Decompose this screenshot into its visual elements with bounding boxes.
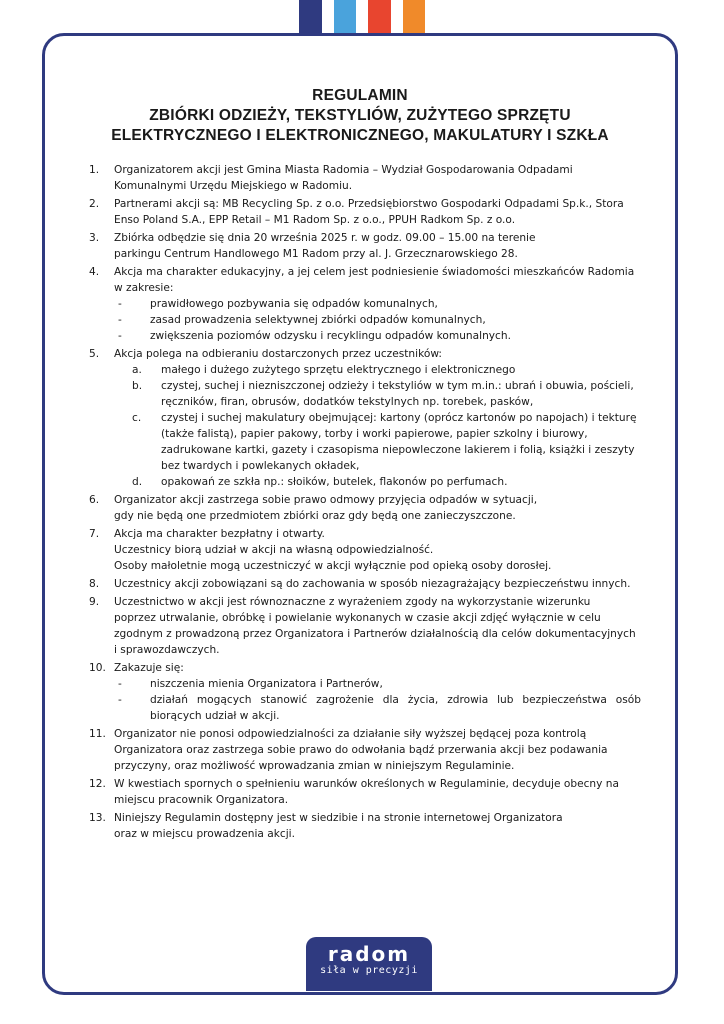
list-item-text bbox=[114, 660, 641, 676]
text-line: Organizatorem akcji jest Gmina Miasta Radomia – Wydział Gospodarowania Odpadami bbox=[114, 164, 573, 176]
text-line: Akcja polega na odbieraniu dostarczonych przez uczestników: bbox=[114, 348, 442, 360]
list-item bbox=[89, 526, 641, 574]
list-item-text bbox=[114, 594, 641, 658]
list-item-number: 5. bbox=[89, 348, 100, 360]
dash-marker: - bbox=[118, 678, 122, 690]
text-line: Enso Poland S.A., EPP Retail – M1 Radom Sp. z o.o., PPUH Radkom Sp. z o.o. bbox=[114, 214, 516, 226]
list-item bbox=[89, 810, 641, 842]
letter-marker: b. bbox=[132, 380, 143, 392]
text-line: gdy nie będą one przedmiotem zbiórki oraz gdy będą one zanieczyszczone. bbox=[114, 510, 516, 522]
list-item bbox=[89, 726, 641, 774]
text-line: Akcja ma charakter bezpłatny i otwarty. bbox=[114, 528, 325, 540]
list-item-number: 9. bbox=[89, 596, 100, 608]
list-item-number: 1. bbox=[89, 164, 100, 176]
text-line: małego i dużego zużytego sprzętu elektrycznego i elektronicznego bbox=[161, 364, 516, 376]
text-line: zgodnym z prowadzoną przez Organizatora i Partnerów działalnością dla celów dokumentacyjnych bbox=[114, 628, 636, 640]
list-item-text bbox=[114, 576, 641, 592]
text-line: Osoby małoletnie mogą uczestniczyć w akcji wyłącznie pod opieką osoby dorosłej. bbox=[114, 560, 552, 572]
text-line: poprzez utrwalanie, obróbkę i powielanie wykonanych w czasie akcji zdjęć wyłącznie w celu bbox=[114, 612, 601, 624]
list-item-text bbox=[114, 492, 641, 524]
text-line: zadrukowane kartki, gazety i czasopisma niepowleczone lakierem i folią, książki i zeszyty bbox=[161, 444, 635, 456]
list-item-text bbox=[114, 264, 641, 296]
list-item-number: 12. bbox=[89, 778, 106, 790]
list-item-text bbox=[114, 526, 641, 574]
dash-marker: - bbox=[118, 694, 122, 706]
text-line: Zakazuje się: bbox=[114, 662, 184, 674]
dash-item-text: niszczenia mienia Organizatora i Partnerów, bbox=[150, 678, 383, 690]
text-line: Organizator nie ponosi odpowiedzialności za działanie siły wyższej będącej poza kontrolą bbox=[114, 728, 587, 740]
dash-item bbox=[114, 692, 641, 724]
title-line-3: ELEKTRYCZNEGO I ELEKTRONICZNEGO, MAKULATURY I SZKŁA bbox=[111, 127, 609, 144]
list-item bbox=[89, 776, 641, 808]
list-item bbox=[89, 162, 641, 194]
list-item-number: 6. bbox=[89, 494, 100, 506]
dash-item-text: zasad prowadzenia selektywnej zbiórki odpadów komunalnych, bbox=[150, 314, 486, 326]
radom-logo bbox=[306, 937, 432, 991]
list-item bbox=[89, 230, 641, 262]
list-item-number: 8. bbox=[89, 578, 100, 590]
text-line: Komunalnymi Urzędu Miejskiego w Radomiu. bbox=[114, 180, 353, 192]
list-item-number: 10. bbox=[89, 662, 106, 674]
list-item bbox=[89, 660, 641, 724]
list-item-number: 11. bbox=[89, 728, 106, 740]
list-item-number: 3. bbox=[89, 232, 100, 244]
text-line: przyczyny, oraz możliwość wprowadzania zmian w niniejszym Regulaminie. bbox=[114, 760, 515, 772]
list-item-number: 13. bbox=[89, 812, 106, 824]
text-line: czystej, suchej i niezniszczonej odzieży i tekstyliów w tym m.in.: ubrań i obuwia, pościeli, bbox=[161, 380, 634, 392]
text-line: i sprawozdawczych. bbox=[114, 644, 220, 656]
list-item-text bbox=[114, 346, 641, 362]
dash-item bbox=[114, 328, 641, 344]
letter-marker: a. bbox=[132, 364, 142, 376]
list-item bbox=[89, 264, 641, 344]
list-item-number: 7. bbox=[89, 528, 100, 540]
dash-marker: - bbox=[118, 298, 122, 310]
text-line: Uczestnicy biorą udział w akcji na własną odpowiedzialność. bbox=[114, 544, 434, 556]
dash-marker: - bbox=[118, 314, 122, 326]
text-line: Zbiórka odbędzie się dnia 20 września 2025 r. w godz. 09.00 – 15.00 na terenie bbox=[114, 232, 536, 244]
text-line: Akcja ma charakter edukacyjny, a jej celem jest podniesienie świadomości mieszkańców Radomia bbox=[114, 266, 635, 278]
logo-wordmark: radom bbox=[327, 942, 411, 966]
text-line: (także falistą), papier pakowy, torby i worki papierowe, papier szkolny i biurowy, bbox=[161, 428, 588, 440]
letter-marker: d. bbox=[132, 476, 143, 488]
dash-item bbox=[114, 312, 641, 328]
list-item bbox=[89, 594, 641, 658]
list-item bbox=[89, 196, 641, 228]
list-item-number: 4. bbox=[89, 266, 100, 278]
lettered-item bbox=[114, 378, 641, 410]
list-item-text bbox=[114, 810, 641, 842]
text-line: opakowań ze szkła np.: słoików, butelek, flakonów po perfumach. bbox=[161, 476, 508, 488]
list-item-text bbox=[114, 196, 641, 228]
text-line: Partnerami akcji są: MB Recycling Sp. z o.o. Przedsiębiorstwo Gospodarki Odpadami Sp.k., Stora bbox=[114, 198, 624, 210]
dash-marker: - bbox=[118, 330, 122, 342]
text-line: Uczestnictwo w akcji jest równoznaczne z wyrażeniem zgody na wykorzystanie wizerunku bbox=[114, 596, 591, 608]
text-line: oraz w miejscu prowadzenia akcji. bbox=[114, 828, 295, 840]
list-item-text bbox=[114, 230, 641, 262]
dash-item bbox=[114, 296, 641, 312]
regulations-list bbox=[89, 162, 641, 844]
dash-item-text: prawidłowego pozbywania się odpadów komunalnych, bbox=[150, 298, 438, 310]
list-item bbox=[89, 576, 641, 592]
list-item-text bbox=[114, 776, 641, 808]
text-line: bez twardych i powlekanych okładek, bbox=[161, 460, 360, 472]
text-line: Niniejszy Regulamin dostępny jest w siedzibie i na stronie internetowej Organizatora bbox=[114, 812, 563, 824]
lettered-item bbox=[114, 362, 641, 378]
dash-item-text: zwiększenia poziomów odzysku i recyklingu odpadów komunalnych. bbox=[150, 330, 511, 342]
list-item-number: 2. bbox=[89, 198, 100, 210]
letter-marker: c. bbox=[132, 412, 142, 424]
dash-item bbox=[114, 676, 641, 692]
text-line: parkingu Centrum Handlowego M1 Radom przy al. J. Grzecznarowskiego 28. bbox=[114, 248, 518, 260]
document-title bbox=[60, 86, 660, 146]
text-line: Organizatora oraz zastrzega sobie prawo do odwołania bądź przerwania akcji bez podawania bbox=[114, 744, 608, 756]
text-line: w zakresie: bbox=[114, 282, 174, 294]
text-line: W kwestiach spornych o spełnieniu warunków określonych w Regulaminie, decyduje obecny na bbox=[114, 778, 619, 790]
dash-item-text: działań mogących stanowić zagrożenie dla życia, zdrowia lub bezpieczeństwa osób biorących udział w akcji. bbox=[150, 694, 641, 722]
title-line-1: REGULAMIN bbox=[312, 87, 408, 104]
list-item bbox=[89, 492, 641, 524]
logo-tagline: siła w precyzji bbox=[320, 965, 418, 976]
lettered-item bbox=[114, 410, 641, 474]
list-item bbox=[89, 346, 641, 490]
title-line-2: ZBIÓRKI ODZIEŻY, TEKSTYLIÓW, ZUŻYTEGO SPRZĘTU bbox=[149, 107, 571, 124]
text-line: miejscu pracownik Organizatora. bbox=[114, 794, 289, 806]
list-item-text bbox=[114, 726, 641, 774]
lettered-item bbox=[114, 474, 641, 490]
text-line: Organizator akcji zastrzega sobie prawo odmowy przyjęcia odpadów w sytuacji, bbox=[114, 494, 538, 506]
text-line: czystej i suchej makulatury obejmującej: kartony (oprócz kartonów po napojach) i tekturę bbox=[161, 412, 637, 424]
list-item-text bbox=[114, 162, 641, 194]
text-line: Uczestnicy akcji zobowiązani są do zachowania w sposób niezagrażający bezpieczeństwu innych. bbox=[114, 578, 631, 590]
text-line: ręczników, firan, obrusów, dodatków tekstylnych np. torebek, pasków, bbox=[161, 396, 534, 408]
